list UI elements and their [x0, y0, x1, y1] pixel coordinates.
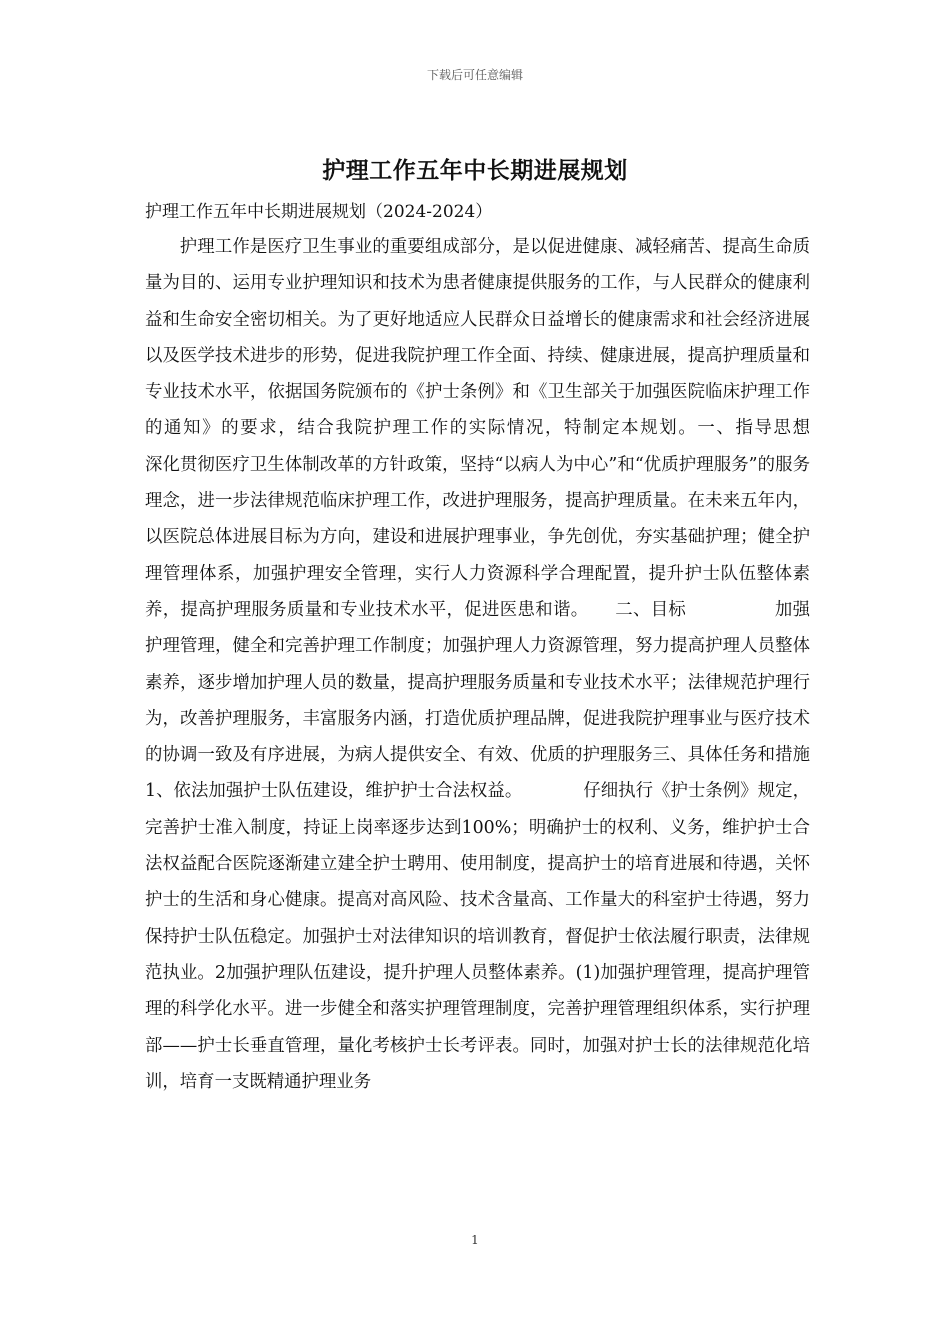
document-body: 护理工作是医疗卫生事业的重要组成部分，是以促进健康、减轻痛苦、提高生命质量为目的、运用专业护理知识和技术为患者健康提供服务的工作，与人民群众的健康利益和生命安全密切相关。为了更好地适应人民群众日益增长的健康需求和社会经济进展以及医学技术进步的形势，促进我院护理工作全面、持续、健康进展，提高护理质量和专业技术水平，依据国务院颁布的《护士条例》和《卫生部关于加强医院临床护理工作的通知》的要求，结合我院护理工作的实际情况，特制定本规划。一、指导思想 深化贯彻医疗卫生体制改革的方针政策，坚持“以病人为中心”和“优质护理服务”的服务理念，进一步法律规范临床护理工作，改进护理服务，提高护理质量。在未来五年内，以医院总体进展目标为方向，建设和进展护理事业，争先创优，夯实基础护理；健全护理管理体系，加强护理安全管理，实行人力资源科学合理配置，提升护士队伍整体素养，提高护理服务质量和专业技术水平，促进医患和谐。 二、目标 加强护理管理，健全和完善护理工作制度；加强护理人力资源管理，努力提高护理人员整体素养，逐步增加护理人员的数量，提高护理服务质量和专业技术水平；法律规范护理行为，改善护理服务，丰富服务内涵，打造优质护理品牌，促进我院护理事业与医疗技术的协调一致及有序进展，为病人提供安全、有效、优质的护理服务三、具体任务和措施 1、依法加强护士队伍建设，维护护士合法权益。 仔细执行《护士条例》规定，完善护士准入制度，持证上岗率逐步达到100%；明确护士的权利、义务，维护护士合法权益配合医院逐渐建立建全护士聘用、使用制度，提高护士的培育进展和待遇，关怀护士的生活和身心健康。提高对高风险、技术含量高、工作量大的科室护士待遇，努力保持护士队伍稳定。加强护士对法律知识的培训教育，督促护士依法履行职责，法律规范执业。2加强护理队伍建设，提升护理人员整体素养。(1)加强护理管理，提高护理管理的科学化水平。进一步健全和落实护理管理制度，完善护理管理组织体系，实行护理部——护士长垂直管理，量化考核护士长考评表。同时，加强对护士长的法律规范化培训，培育一支既精通护理业务 — [145, 237, 880, 1092]
page-number: 1 — [471, 1233, 479, 1247]
document-subtitle: 护理工作五年中长期进展规划（2024-2024） — [145, 202, 493, 222]
document-title: 护理工作五年中长期进展规划 — [322, 157, 628, 184]
page-header: 下载后可任意编辑 — [426, 68, 523, 82]
